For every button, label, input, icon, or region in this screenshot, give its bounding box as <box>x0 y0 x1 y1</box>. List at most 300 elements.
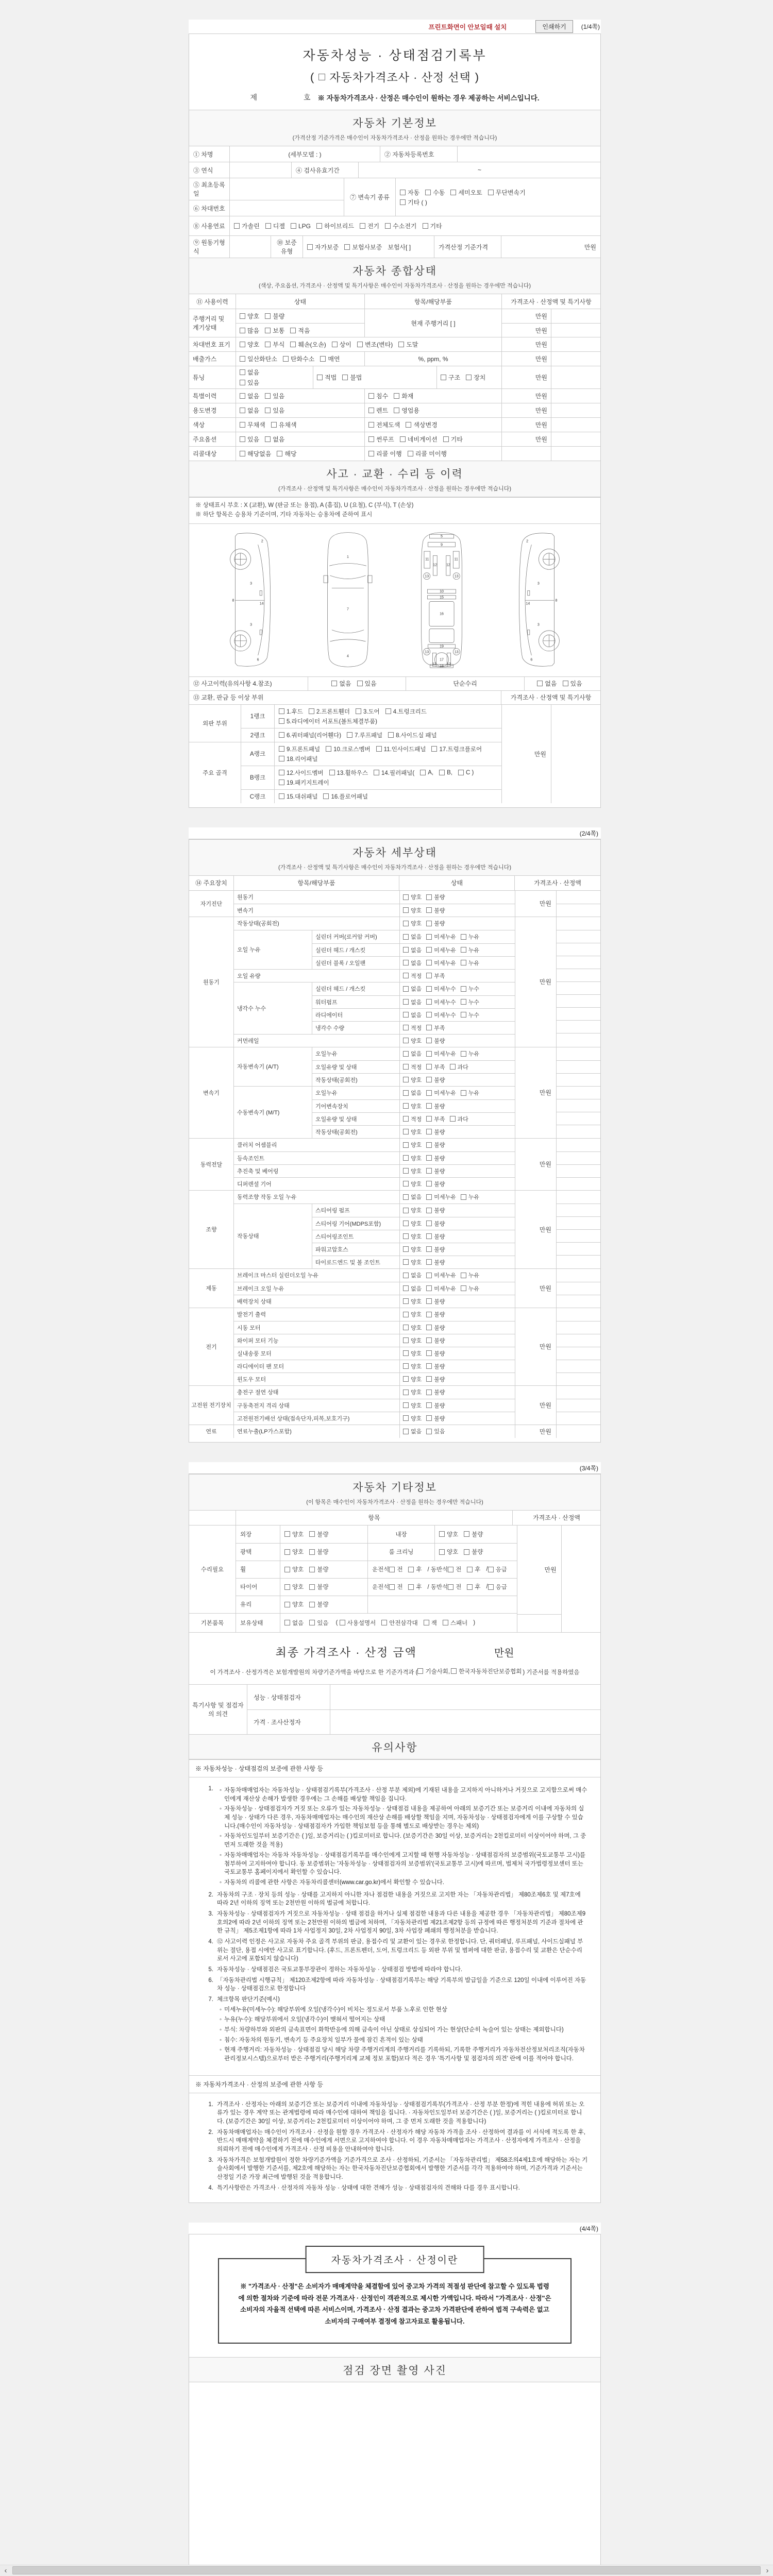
checkbox-icon[interactable] <box>307 244 313 250</box>
checkbox-option[interactable]: 12.사이드멤버 <box>279 769 324 777</box>
checkbox-option[interactable]: 양호 <box>284 1565 304 1573</box>
checkbox-option[interactable]: 양호 <box>439 1530 458 1538</box>
checkbox-icon[interactable] <box>309 1531 315 1537</box>
checkbox-icon[interactable] <box>403 907 409 913</box>
checkbox-icon[interactable] <box>426 1402 432 1408</box>
checkbox-icon[interactable] <box>426 1168 432 1174</box>
checkbox-icon[interactable] <box>403 1155 409 1161</box>
checkbox-icon[interactable] <box>423 223 428 229</box>
checkbox-option[interactable]: 장치 <box>466 373 485 382</box>
checkbox-option[interactable]: 탄화수소 <box>283 354 314 363</box>
checkbox-icon[interactable] <box>271 422 277 428</box>
checkbox-icon[interactable] <box>265 223 271 229</box>
checkbox-option[interactable]: 양호 <box>403 1128 422 1136</box>
checkbox-icon[interactable] <box>316 223 322 229</box>
checkbox-option[interactable]: 6.쿼터패널(리어휀다) <box>279 731 341 739</box>
checkbox-icon[interactable] <box>426 1376 432 1382</box>
checkbox-option[interactable]: 디젤 <box>265 222 285 230</box>
checkbox-icon[interactable] <box>240 369 245 375</box>
checkbox-option[interactable]: 부족 <box>426 972 445 980</box>
checkbox-option[interactable]: 없음 <box>403 1284 422 1293</box>
checkbox-option[interactable]: 적정 <box>403 1063 422 1071</box>
checkbox-option[interactable]: 양호 <box>403 1154 422 1162</box>
checkbox-option[interactable]: 전기 <box>360 222 379 230</box>
checkbox-icon[interactable] <box>464 1549 469 1555</box>
checkbox-option[interactable]: LPG <box>291 223 311 230</box>
checkbox-option[interactable]: 후 <box>467 1565 480 1573</box>
checkbox-option[interactable]: 일산화탄소 <box>240 354 277 363</box>
checkbox-icon[interactable] <box>381 1620 387 1625</box>
checkbox-icon[interactable] <box>450 190 456 195</box>
checkbox-option[interactable]: 양호 <box>403 1258 422 1266</box>
checkbox-icon[interactable] <box>408 1567 414 1572</box>
checkbox-option[interactable]: 있음 <box>240 435 259 444</box>
checkbox-option[interactable]: 양호 <box>240 340 259 349</box>
checkbox-option[interactable]: 적음 <box>290 326 310 335</box>
checkbox-icon[interactable] <box>403 1051 409 1057</box>
checkbox-option[interactable]: 누유 <box>461 1089 479 1097</box>
checkbox-icon[interactable] <box>385 223 391 229</box>
checkbox-icon[interactable] <box>461 999 466 1005</box>
checkbox-option[interactable]: 누수 <box>461 985 479 993</box>
checkbox-icon[interactable] <box>291 223 296 229</box>
checkbox-option[interactable]: 무채색 <box>240 420 265 429</box>
checkbox-option[interactable]: 스패너 <box>443 1619 467 1627</box>
scrollbar-thumb[interactable] <box>12 2566 761 2574</box>
checkbox-icon[interactable] <box>240 436 245 442</box>
checkbox-icon[interactable] <box>403 1337 409 1343</box>
checkbox-option[interactable]: 10.크로스멤버 <box>326 745 371 753</box>
checkbox-icon[interactable] <box>461 1194 466 1200</box>
checkbox-option[interactable]: 후 <box>467 1583 480 1591</box>
checkbox-option[interactable]: 미세누유 <box>426 959 456 967</box>
checkbox-option[interactable]: 불량 <box>265 312 284 320</box>
checkbox-option[interactable]: 부족 <box>426 1115 445 1123</box>
checkbox-option[interactable]: 17.트렁크플로어 <box>431 745 482 753</box>
checkbox-option[interactable]: C ) <box>458 770 474 776</box>
appraiser-remark-field[interactable] <box>330 1710 600 1734</box>
checkbox-icon[interactable] <box>450 1064 456 1070</box>
checkbox-icon[interactable] <box>424 1620 429 1625</box>
checkbox-option[interactable]: 14.필러패널( <box>374 769 414 777</box>
checkbox-option[interactable]: 상이 <box>332 340 351 349</box>
checkbox-option[interactable]: 침수 <box>368 392 388 400</box>
checkbox-option[interactable]: 양호 <box>284 1548 304 1556</box>
checkbox-icon[interactable] <box>320 356 326 362</box>
checkbox-icon[interactable] <box>309 1567 315 1572</box>
checkbox-option[interactable]: 불량 <box>426 1206 445 1214</box>
checkbox-option[interactable]: 양호 <box>403 1336 422 1345</box>
checkbox-option[interactable]: 해당없음 <box>240 449 271 458</box>
checkbox-icon[interactable] <box>426 1259 432 1265</box>
checkbox-option[interactable]: 미세누유 <box>426 1284 456 1293</box>
checkbox-icon[interactable] <box>403 1246 409 1252</box>
checkbox-option[interactable]: 후 <box>408 1565 422 1573</box>
checkbox-icon[interactable] <box>426 1077 432 1082</box>
checkbox-option[interactable]: 가솔린 <box>234 222 260 230</box>
checkbox-icon[interactable] <box>403 1038 409 1043</box>
checkbox-icon[interactable] <box>403 1233 409 1239</box>
checkbox-icon[interactable] <box>368 408 374 413</box>
checkbox-icon[interactable] <box>426 1246 432 1252</box>
checkbox-icon[interactable] <box>403 1012 409 1018</box>
checkbox-option[interactable]: 사용설명서 <box>340 1619 376 1627</box>
checkbox-option[interactable]: 있음 <box>426 1427 445 1435</box>
checkbox-option[interactable]: 보험사보증 <box>344 243 382 251</box>
checkbox-option[interactable]: 양호 <box>403 1324 422 1332</box>
checkbox-icon[interactable] <box>265 313 271 319</box>
checkbox-icon[interactable] <box>461 1090 466 1096</box>
checkbox-icon[interactable] <box>426 894 432 900</box>
checkbox-icon[interactable] <box>342 375 348 380</box>
engine-type-value[interactable] <box>229 236 271 258</box>
checkbox-icon[interactable] <box>403 1350 409 1356</box>
checkbox-option[interactable]: 있음 <box>265 392 284 400</box>
checkbox-option[interactable]: 양호 <box>403 1180 422 1188</box>
checkbox-option[interactable]: 보통 <box>265 326 284 335</box>
checkbox-option[interactable]: 전체도색 <box>368 420 400 429</box>
checkbox-option[interactable]: 잭 <box>424 1619 437 1627</box>
checkbox-option[interactable]: 응급 <box>488 1583 507 1591</box>
checkbox-option[interactable]: 13.휠하우스 <box>329 769 368 777</box>
checkbox-icon[interactable] <box>279 718 284 724</box>
checkbox-icon[interactable] <box>323 793 329 799</box>
checkbox-option[interactable]: 양호 <box>403 906 422 914</box>
checkbox-option[interactable]: 양호 <box>403 1310 422 1318</box>
checkbox-option[interactable]: 2.프론트휀더 <box>309 707 350 716</box>
checkbox-icon[interactable] <box>265 408 271 413</box>
checkbox-icon[interactable] <box>426 1233 432 1239</box>
checkbox-icon[interactable] <box>431 746 437 752</box>
checkbox-icon[interactable] <box>426 1181 432 1187</box>
checkbox-icon[interactable] <box>426 1350 432 1356</box>
checkbox-option[interactable]: 없음 <box>240 392 259 400</box>
checkbox-icon[interactable] <box>426 960 432 965</box>
checkbox-icon[interactable] <box>403 1298 409 1304</box>
checkbox-icon[interactable] <box>426 934 432 940</box>
checkbox-option[interactable]: 전 <box>389 1583 402 1591</box>
checkbox-icon[interactable] <box>265 328 271 333</box>
checkbox-option[interactable]: 양호 <box>284 1583 304 1591</box>
checkbox-icon[interactable] <box>426 999 432 1005</box>
checkbox-icon[interactable] <box>284 1549 290 1555</box>
checkbox-icon[interactable] <box>240 393 245 399</box>
checkbox-option[interactable]: 불량 <box>426 1219 445 1228</box>
checkbox-option[interactable]: 많음 <box>240 326 259 335</box>
checkbox-option[interactable]: 수소전기 <box>385 222 416 230</box>
checkbox-option[interactable]: 7.루프패널 <box>347 731 382 739</box>
checkbox-icon[interactable] <box>461 960 466 965</box>
checkbox-option[interactable]: 없음 <box>403 1193 422 1201</box>
checkbox-icon[interactable] <box>403 1194 409 1200</box>
checkbox-icon[interactable] <box>426 907 432 913</box>
checkbox-option[interactable]: 불량 <box>426 1336 445 1345</box>
checkbox-icon[interactable] <box>461 1285 466 1291</box>
checkbox-option[interactable]: 불량 <box>309 1583 328 1591</box>
checkbox-icon[interactable] <box>400 190 406 195</box>
checkbox-icon[interactable] <box>488 1584 494 1590</box>
checkbox-icon[interactable] <box>439 1531 445 1537</box>
checkbox-option[interactable]: 4.트렁크리드 <box>385 707 427 716</box>
submodel-cell[interactable]: (세부모델 : ) <box>229 146 380 162</box>
checkbox-icon[interactable] <box>403 1116 409 1122</box>
checkbox-option[interactable]: 적정 <box>403 1024 422 1032</box>
checkbox-option[interactable]: 전 <box>389 1565 402 1573</box>
checkbox-icon[interactable] <box>403 1402 409 1408</box>
checkbox-option[interactable]: 있음 <box>357 679 377 688</box>
checkbox-icon[interactable] <box>408 451 413 456</box>
checkbox-option[interactable]: 누유 <box>461 1284 479 1293</box>
checkbox-option[interactable]: 있음 <box>309 1619 328 1627</box>
checkbox-option[interactable]: 불량 <box>426 1245 445 1253</box>
checkbox-icon[interactable] <box>332 342 338 347</box>
checkbox-option[interactable]: 8.사이드실 패널 <box>388 731 436 739</box>
checkbox-icon[interactable] <box>277 451 282 456</box>
checkbox-option[interactable]: 1.후드 <box>279 707 303 716</box>
checkbox-option[interactable]: 후 <box>408 1583 422 1591</box>
checkbox-icon[interactable] <box>389 1584 395 1590</box>
checkbox-option[interactable]: 과다 <box>450 1063 468 1071</box>
checkbox-option[interactable]: 미세누유 <box>426 946 456 954</box>
checkbox-icon[interactable] <box>425 190 431 195</box>
checkbox-icon[interactable] <box>347 732 352 738</box>
checkbox-icon[interactable] <box>403 1077 409 1082</box>
checkbox-icon[interactable] <box>368 436 374 442</box>
checkbox-icon[interactable] <box>309 1549 315 1555</box>
checkbox-option[interactable]: 한국자동차진단보증협회 <box>451 1667 522 1675</box>
print-button[interactable]: 인쇄하기 <box>535 20 573 33</box>
checkbox-icon[interactable] <box>403 1208 409 1213</box>
checkbox-option[interactable]: 양호 <box>403 1414 422 1422</box>
checkbox-option[interactable]: 누유 <box>461 959 479 967</box>
checkbox-option[interactable]: 없음 <box>403 933 422 941</box>
checkbox-option[interactable]: 양호 <box>403 1375 422 1383</box>
checkbox-icon[interactable] <box>290 342 296 347</box>
checkbox-option[interactable]: 불량 <box>426 1102 445 1110</box>
checkbox-option[interactable]: 양호 <box>403 1401 422 1410</box>
checkbox-option[interactable]: 미세누유 <box>426 933 456 941</box>
reg-no-value[interactable] <box>457 146 600 162</box>
checkbox-option[interactable]: 리콜 이행 <box>368 449 402 458</box>
checkbox-icon[interactable] <box>403 1429 409 1434</box>
checkbox-icon[interactable] <box>488 1567 494 1572</box>
checkbox-icon[interactable] <box>385 708 391 714</box>
checkbox-icon[interactable] <box>403 1312 409 1317</box>
checkbox-icon[interactable] <box>403 1376 409 1382</box>
checkbox-icon[interactable] <box>284 1584 290 1590</box>
checkbox-icon[interactable] <box>398 342 404 347</box>
checkbox-option[interactable]: 불량 <box>426 893 445 901</box>
checkbox-option[interactable]: 기술사회, <box>417 1667 450 1675</box>
checkbox-icon[interactable] <box>426 1194 432 1200</box>
checkbox-option[interactable]: 수동 <box>425 188 445 197</box>
first-reg-value[interactable] <box>229 178 344 200</box>
checkbox-option[interactable]: 양호 <box>284 1600 304 1608</box>
checkbox-option[interactable]: 미세누유 <box>426 1089 456 1097</box>
checkbox-option[interactable]: 불량 <box>426 1154 445 1162</box>
checkbox-icon[interactable] <box>279 746 284 752</box>
checkbox-icon[interactable] <box>426 1103 432 1109</box>
checkbox-option[interactable]: 양호 <box>403 1388 422 1396</box>
checkbox-option[interactable]: 양호 <box>403 1362 422 1370</box>
checkbox-option[interactable]: 양호 <box>403 893 422 901</box>
checkbox-icon[interactable] <box>376 746 382 752</box>
checkbox-option[interactable]: 양호 <box>284 1530 304 1538</box>
checkbox-option[interactable]: 불량 <box>309 1548 328 1556</box>
checkbox-option[interactable]: B, <box>439 770 452 776</box>
checkbox-icon[interactable] <box>309 1620 315 1625</box>
checkbox-icon[interactable] <box>426 1142 432 1148</box>
checkbox-icon[interactable] <box>283 356 289 362</box>
checkbox-icon[interactable] <box>464 1531 469 1537</box>
checkbox-option[interactable]: 없음 <box>403 1089 422 1097</box>
checkbox-option[interactable]: 불량 <box>426 1232 445 1241</box>
checkbox-icon[interactable] <box>357 342 363 347</box>
checkbox-option[interactable]: 누유 <box>461 1193 479 1201</box>
checkbox-icon[interactable] <box>420 770 426 775</box>
checkbox-option[interactable]: 색상변경 <box>406 420 437 429</box>
checkbox-option[interactable]: 있음 <box>240 378 259 387</box>
checkbox-option[interactable]: 누수 <box>461 1011 479 1019</box>
checkbox-icon[interactable] <box>426 1064 432 1070</box>
checkbox-icon[interactable] <box>388 732 394 738</box>
checkbox-option[interactable]: 기타 <box>423 222 442 230</box>
checkbox-option[interactable]: 없음 <box>403 1011 422 1019</box>
checkbox-icon[interactable] <box>403 1181 409 1187</box>
checkbox-option[interactable]: 불량 <box>426 1310 445 1318</box>
checkbox-option[interactable]: 불량 <box>426 1349 445 1358</box>
checkbox-icon[interactable] <box>284 1620 290 1625</box>
checkbox-option[interactable]: 없음 <box>537 679 557 688</box>
inspector-remark-field[interactable] <box>330 1685 600 1709</box>
checkbox-option[interactable]: 양호 <box>403 1206 422 1214</box>
checkbox-option[interactable]: 네비게이션 <box>400 435 438 444</box>
checkbox-option[interactable]: 없음 <box>403 1271 422 1279</box>
checkbox-option[interactable]: 없음 <box>240 368 259 377</box>
checkbox-option[interactable]: 불량 <box>426 1141 445 1149</box>
checkbox-icon[interactable] <box>240 328 245 333</box>
checkbox-option[interactable]: 19.패키지트레이 <box>279 778 329 787</box>
checkbox-option[interactable]: 미세누수 <box>426 1011 456 1019</box>
checkbox-icon[interactable] <box>443 436 449 442</box>
checkbox-option[interactable]: 양호 <box>403 1349 422 1358</box>
checkbox-option[interactable]: 부식 <box>265 340 284 349</box>
checkbox-option[interactable]: 변조(변타) <box>357 340 393 349</box>
checkbox-icon[interactable] <box>403 1273 409 1278</box>
checkbox-option[interactable]: 불량 <box>426 1167 445 1175</box>
checkbox-icon[interactable] <box>426 1298 432 1304</box>
checkbox-option[interactable]: 양호 <box>439 1548 458 1556</box>
checkbox-icon[interactable] <box>394 408 399 413</box>
checkbox-icon[interactable] <box>426 1337 432 1343</box>
checkbox-option[interactable]: 불량 <box>426 1297 445 1306</box>
checkbox-icon[interactable] <box>309 1602 315 1607</box>
checkbox-icon[interactable] <box>284 1567 290 1572</box>
checkbox-option[interactable]: 없음 <box>403 985 422 993</box>
checkbox-option[interactable]: 기타 <box>443 435 463 444</box>
checkbox-icon[interactable] <box>240 313 245 319</box>
checkbox-option[interactable]: 기타 ( ) <box>400 198 427 207</box>
checkbox-icon[interactable] <box>368 393 374 399</box>
checkbox-option[interactable]: 불량 <box>426 1076 445 1084</box>
checkbox-option[interactable]: 없음 <box>403 998 422 1006</box>
checkbox-icon[interactable] <box>279 756 284 761</box>
checkbox-icon[interactable] <box>309 708 314 714</box>
checkbox-option[interactable]: 적정 <box>403 1115 422 1123</box>
checkbox-option[interactable]: 불량 <box>426 1258 445 1266</box>
scroll-right-arrow-icon[interactable]: › <box>766 2566 769 2575</box>
checkbox-option[interactable]: 없음 <box>403 1049 422 1058</box>
checkbox-icon[interactable] <box>374 770 379 775</box>
checkbox-option[interactable]: A, <box>420 770 433 776</box>
checkbox-icon[interactable] <box>403 986 409 992</box>
checkbox-icon[interactable] <box>467 1567 473 1572</box>
checkbox-icon[interactable] <box>426 1415 432 1421</box>
checkbox-option[interactable]: 있음 <box>563 679 582 688</box>
checkbox-icon[interactable] <box>458 770 464 775</box>
checkbox-icon[interactable] <box>265 342 271 347</box>
checkbox-option[interactable]: 부족 <box>426 1063 445 1071</box>
checkbox-option[interactable]: 누유 <box>461 933 479 941</box>
checkbox-option[interactable]: 전 <box>448 1583 461 1591</box>
checkbox-option[interactable]: 양호 <box>403 1245 422 1253</box>
checkbox-icon[interactable] <box>448 1567 453 1572</box>
checkbox-icon[interactable] <box>461 934 466 940</box>
checkbox-icon[interactable] <box>426 1285 432 1291</box>
checkbox-icon[interactable] <box>368 451 374 456</box>
checkbox-icon[interactable] <box>439 770 445 775</box>
checkbox-option[interactable]: 렌트 <box>368 406 388 415</box>
checkbox-icon[interactable] <box>403 1025 409 1030</box>
checkbox-option[interactable]: 양호 <box>403 1167 422 1175</box>
checkbox-option[interactable]: 양호 <box>403 1102 422 1110</box>
checkbox-icon[interactable] <box>403 894 409 900</box>
checkbox-icon[interactable] <box>426 1312 432 1317</box>
checkbox-icon[interactable] <box>403 1090 409 1096</box>
checkbox-option[interactable]: 미세누유 <box>426 1049 456 1058</box>
checkbox-icon[interactable] <box>279 708 284 714</box>
checkbox-option[interactable]: 불량 <box>464 1548 483 1556</box>
checkbox-option[interactable]: 자가보증 <box>307 243 339 251</box>
checkbox-option[interactable]: 응급 <box>488 1565 507 1573</box>
install-notice-link[interactable]: 프린트화면이 안보일때 설치 <box>428 23 507 31</box>
checkbox-option[interactable]: 양호 <box>403 1037 422 1045</box>
horizontal-scrollbar[interactable] <box>0 2565 773 2576</box>
checkbox-option[interactable]: 하이브리드 <box>316 222 354 230</box>
checkbox-icon[interactable] <box>279 793 284 799</box>
checkbox-icon[interactable] <box>394 393 399 399</box>
checkbox-option[interactable]: 누유 <box>461 946 479 954</box>
checkbox-icon[interactable] <box>279 779 284 785</box>
checkbox-icon[interactable] <box>389 1567 395 1572</box>
checkbox-option[interactable]: 불법 <box>342 373 362 382</box>
checkbox-option[interactable]: 부족 <box>426 1024 445 1032</box>
checkbox-icon[interactable] <box>326 746 331 752</box>
checkbox-icon[interactable] <box>403 960 409 965</box>
checkbox-option[interactable]: 미세누수 <box>426 998 456 1006</box>
checkbox-option[interactable]: 없음 <box>403 1427 422 1435</box>
checkbox-icon[interactable] <box>403 1325 409 1330</box>
checkbox-icon[interactable] <box>403 947 409 953</box>
checkbox-icon[interactable] <box>488 190 494 195</box>
checkbox-option[interactable]: 누유 <box>461 1049 479 1058</box>
vin-value[interactable] <box>229 200 344 216</box>
checkbox-option[interactable]: 전 <box>448 1565 461 1573</box>
checkbox-icon[interactable] <box>461 986 466 992</box>
checkbox-option[interactable]: 불량 <box>309 1565 328 1573</box>
checkbox-icon[interactable] <box>426 1038 432 1043</box>
checkbox-option[interactable]: 불량 <box>426 1362 445 1370</box>
